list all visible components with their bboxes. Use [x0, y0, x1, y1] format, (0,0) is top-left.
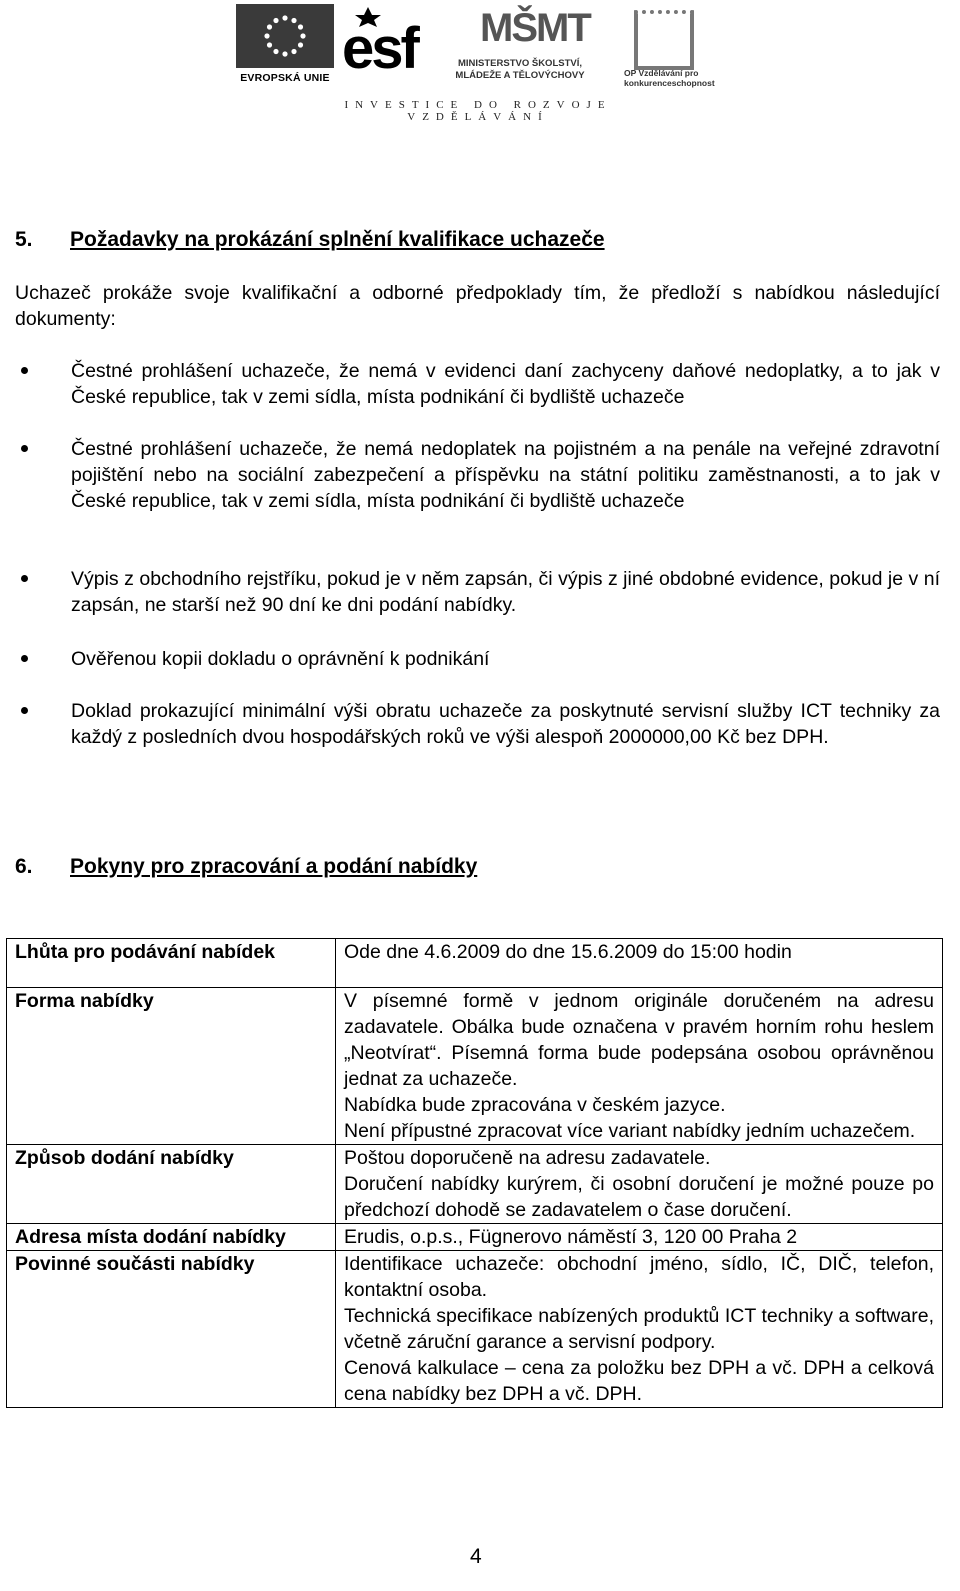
row-label: Lhůta pro podávání nabídek [7, 939, 336, 988]
bullet-icon [21, 575, 28, 582]
header-logos [236, 4, 716, 123]
esf-logo [342, 6, 434, 92]
table-row [7, 1251, 943, 1408]
row-value [336, 1251, 943, 1408]
list-item-text: Doklad prokazující minimální výši obratu uchazeče za poskytnuté servisní služby ICT techniky za každý z posledních dvou hospodářských roků ve výši alespoň 2000000,00 Kč bez DPH. [71, 700, 940, 748]
row-value [336, 988, 943, 1145]
eu-logo [236, 4, 334, 92]
eu-flag-icon [236, 4, 334, 68]
section5-title: Požadavky na prokázání splnění kvalifikace uchazeče [70, 228, 605, 251]
row-value-line: Ode dne 4.6.2009 do dne 15.6.2009 do 15:00 hodin [344, 941, 792, 963]
row-label: Způsob dodání nabídky [7, 1145, 336, 1224]
row-label: Povinné součásti nabídky [7, 1251, 336, 1408]
esf-label: esf [342, 16, 417, 81]
table-row [7, 939, 943, 988]
list-item-text: Výpis z obchodního rejstříku, pokud je v něm zapsán, či výpis z jiné obdobné evidence, pokud je v ní zapsán, ne starší než 90 dní ke dni podání nabídky. [71, 568, 940, 616]
msmt-caption: MINISTERSTVO ŠKOLSTVÍ, MLÁDEŽE A TĚLOVÝCHOVY [455, 58, 585, 81]
list-item-text: Ověřenou kopii dokladu o oprávnění k podnikání [71, 648, 490, 670]
row-value-line: V písemné formě v jednom originále doručeném na adresu zadavatele. Obálka bude označena v pravém horním rohu heslem „Neotvírat“. Písemná forma bude podepsána osobou oprávněnou jednat za uchazeče. [344, 990, 934, 1090]
row-value-line: Cenová kalkulace – cena za položku bez DPH a vč. DPH a celková cena nabídky bez DPH a vč. DPH. [344, 1357, 934, 1405]
table-row [7, 1224, 943, 1251]
op-caption: OP Vzdělávání pro konkurenceschopnost [624, 68, 715, 88]
bullet-icon [21, 707, 28, 714]
section5-intro: Uchazeč prokáže svoje kvalifikační a odborné předpoklady tím, že předloží s nabídkou následující dokumenty: [15, 282, 940, 330]
msmt-mark: MŠMT [480, 6, 590, 50]
bullet-icon [21, 655, 28, 662]
row-value-line: Doručení nabídky kurýrem, či osobní doručení je možné pouze po předchozí dohodě se zadavatelem o čase doručení. [344, 1173, 934, 1221]
submission-table [6, 938, 943, 1408]
bullet-icon [21, 367, 28, 374]
row-value-line: Identifikace uchazeče: obchodní jméno, sídlo, IČ, DIČ, telefon, kontaktní osoba. [344, 1253, 934, 1301]
row-value-line: Poštou doporučeně na adresu zadavatele. [344, 1147, 711, 1169]
row-value [336, 939, 943, 988]
op-frame-icon [634, 10, 694, 70]
row-label: Adresa místa dodání nabídky [7, 1224, 336, 1251]
tagline: INVESTICE DO ROZVOJE VZDĚLÁVÁNÍ [344, 99, 612, 123]
table-row [7, 988, 943, 1145]
section6-number: 6. [15, 855, 33, 878]
table-row [7, 1145, 943, 1224]
eu-label: EVROPSKÁ UNIE [240, 72, 330, 84]
row-value-line: Technická specifikace nabízených produktů ICT techniky a software, včetně záruční garance a servisní podpory. [344, 1305, 934, 1353]
msmt-logo [440, 4, 600, 94]
op-logo [624, 4, 716, 94]
section5-number: 5. [15, 228, 33, 251]
list-item-text: Čestné prohlášení uchazeče, že nemá v evidenci daní zachyceny daňové nedoplatky, a to jak v České republice, tak v zemi sídla, místa podnikání či bydliště uchazeče [71, 360, 940, 408]
section6-title: Pokyny pro zpracování a podání nabídky [70, 855, 478, 878]
row-value-line: Není přípustné zpracovat více variant nabídky jedním uchazečem. [344, 1120, 916, 1142]
row-value [336, 1224, 943, 1251]
row-value-line: Nabídka bude zpracována v českém jazyce. [344, 1094, 726, 1116]
row-label: Forma nabídky [7, 988, 336, 1145]
bullet-icon [21, 445, 28, 452]
row-value [336, 1145, 943, 1224]
page-number: 4 [470, 1545, 482, 1568]
list-item-text: Čestné prohlášení uchazeče, že nemá nedoplatek na pojistném a na penále na veřejné zdravotní pojištění nebo na sociální zabezpečení a příspěvku na státní politiku zaměstnanosti, a to jak v České republice, tak v zemi sídla, místa podnikání či bydliště uchazeče [71, 438, 940, 512]
row-value-line: Erudis, o.p.s., Fügnerovo náměstí 3, 120 00 Praha 2 [344, 1226, 798, 1248]
